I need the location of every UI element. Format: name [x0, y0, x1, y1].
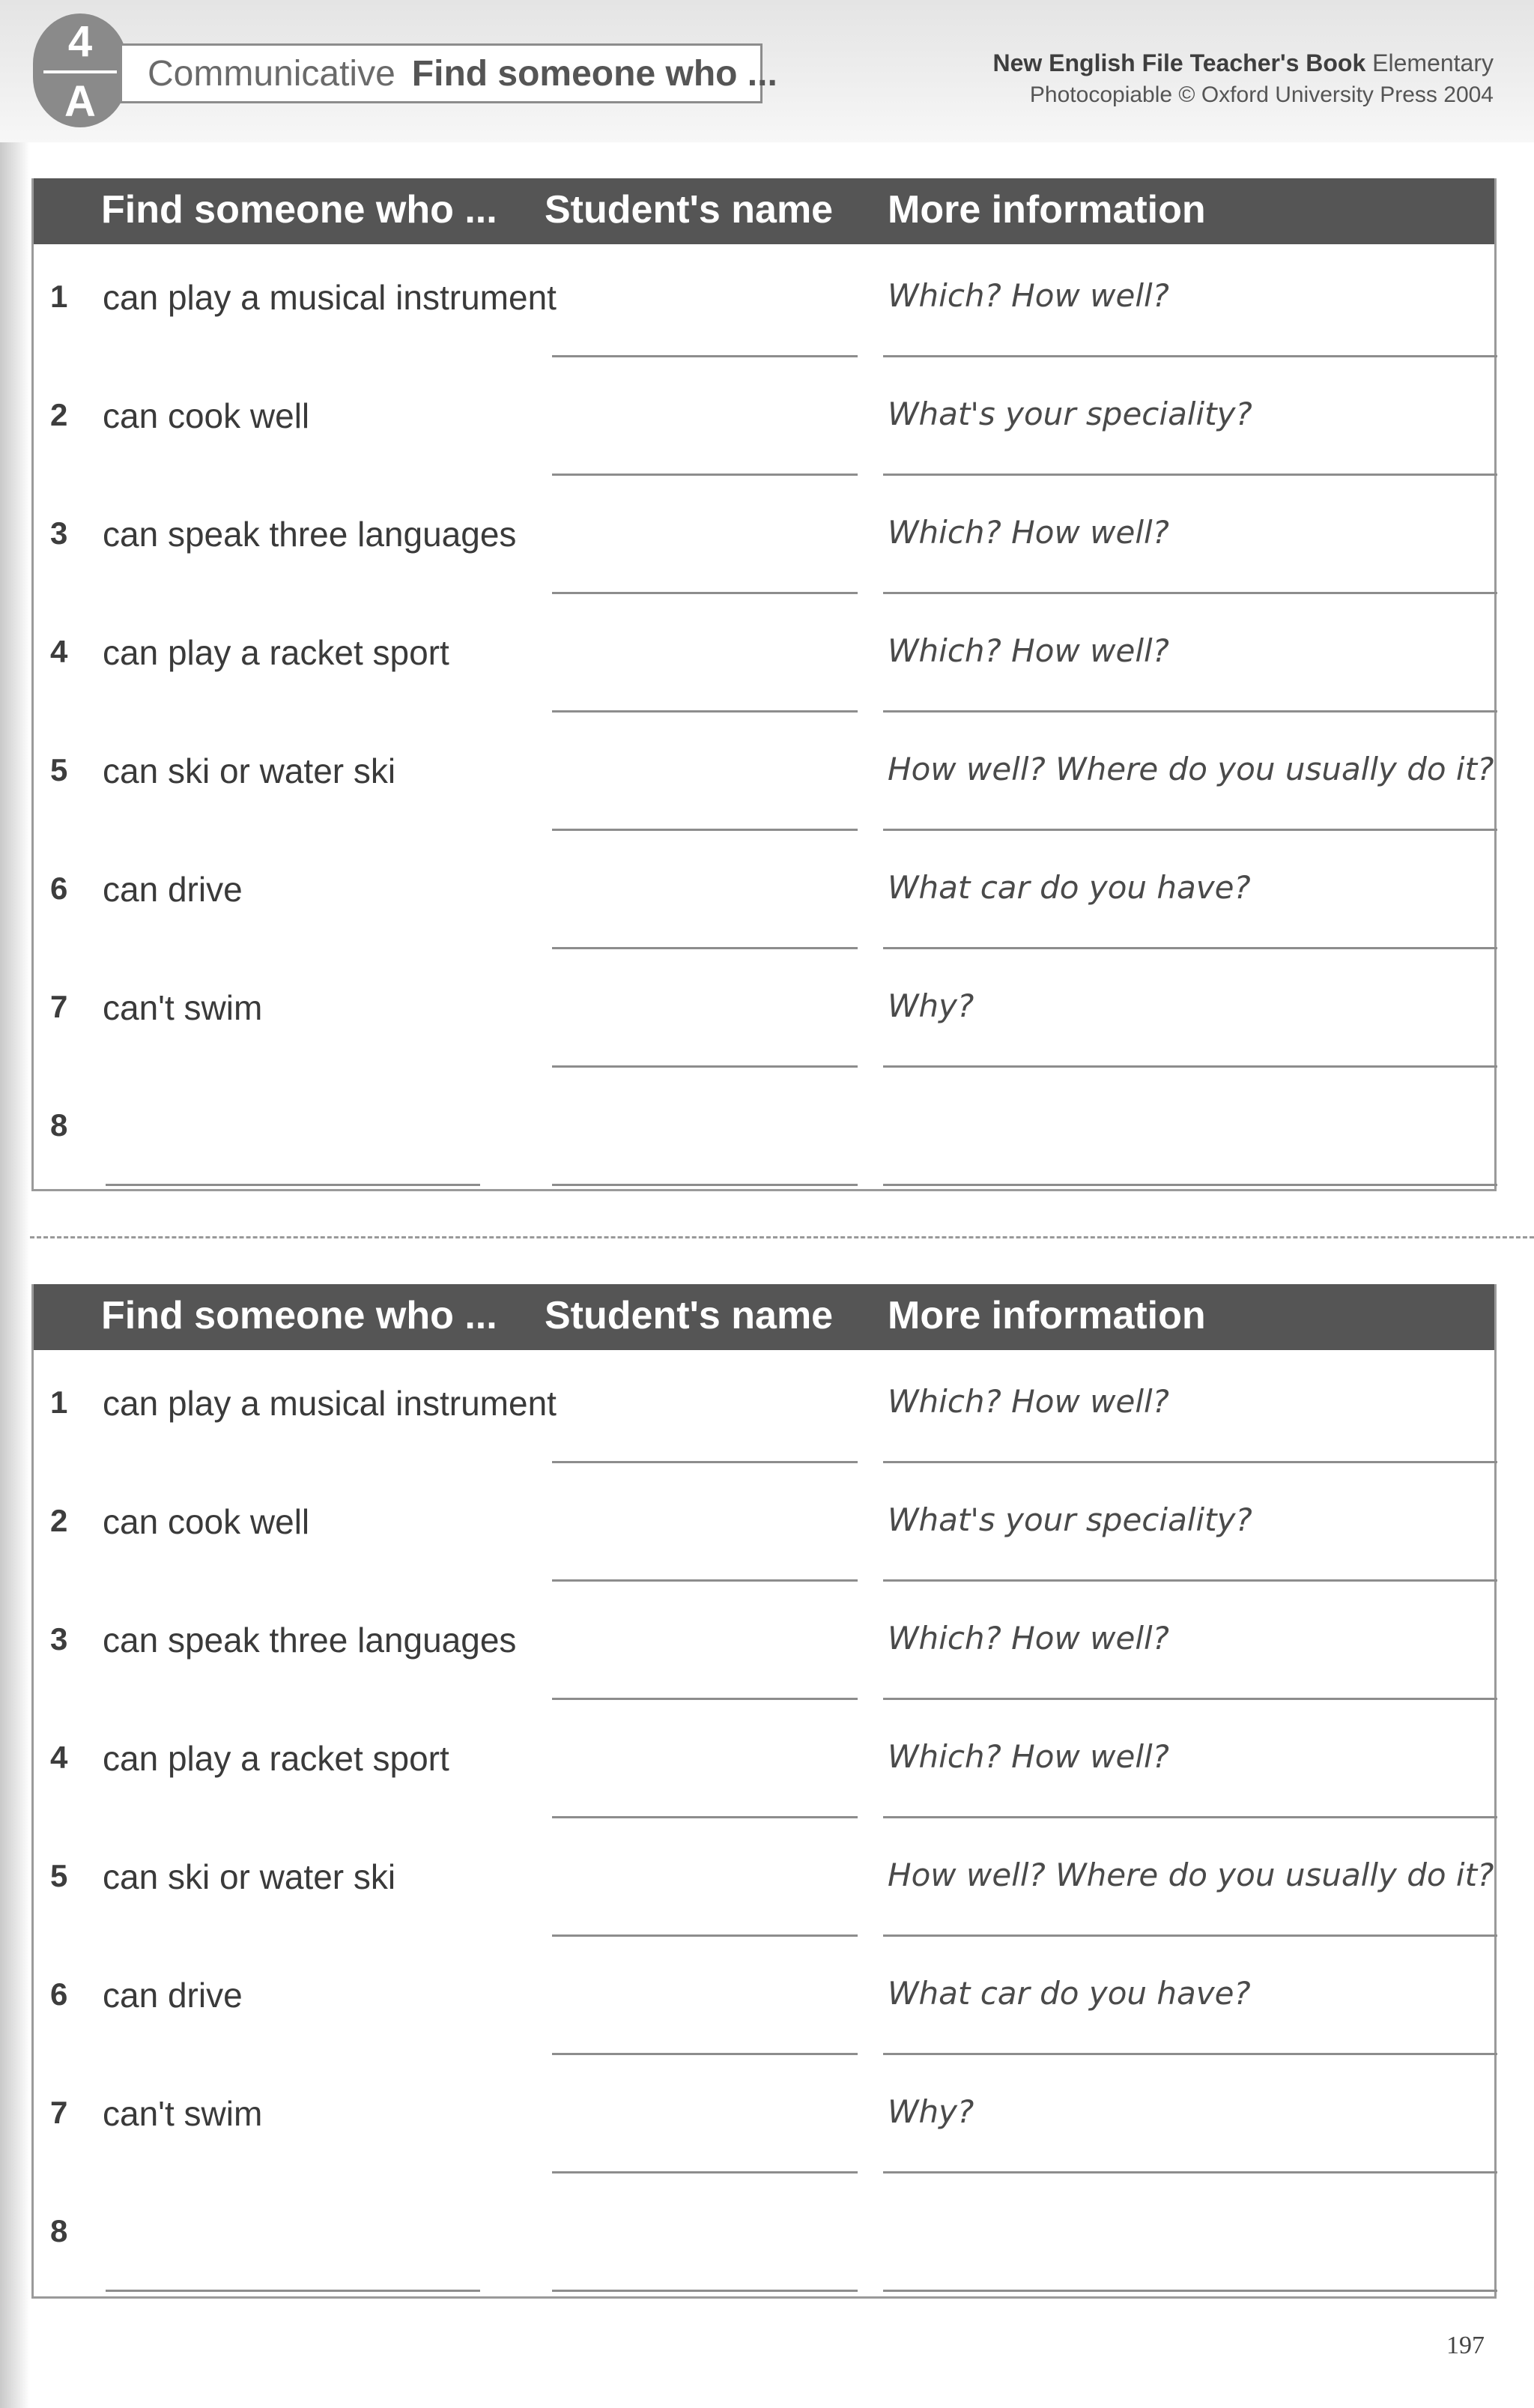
- task-text: can play a musical instrument: [103, 1384, 557, 1423]
- task-text: can play a musical instrument: [103, 278, 557, 317]
- more-info-write-line[interactable]: [883, 1065, 1497, 1068]
- more-info-write-line[interactable]: [883, 1579, 1497, 1582]
- student-name-write-line[interactable]: [552, 1816, 858, 1818]
- more-info-prompt: How well? Where do you usually do it?: [888, 1857, 1494, 1893]
- more-info-prompt: How well? Where do you usually do it?: [888, 751, 1494, 787]
- row-number: 8: [50, 1107, 68, 1143]
- page-number: 197: [1446, 2332, 1485, 2359]
- row-number: 6: [50, 871, 68, 906]
- column-header-student-name: Student's name: [545, 1294, 834, 1337]
- row-number: 6: [50, 1976, 68, 2012]
- task-text: can speak three languages: [103, 1621, 517, 1660]
- more-info-prompt: Which? How well?: [888, 1383, 1169, 1420]
- more-info-write-line[interactable]: [883, 1461, 1497, 1463]
- task-text: can't swim: [103, 988, 263, 1027]
- more-info-prompt: Which? How well?: [888, 1620, 1169, 1657]
- activity-title: Find someone who ...: [411, 53, 777, 94]
- more-info-write-line[interactable]: [883, 1934, 1497, 1937]
- table-row: [34, 718, 1494, 836]
- table-row: [34, 599, 1494, 718]
- row-number: 5: [50, 1858, 68, 1893]
- more-info-write-line[interactable]: [883, 355, 1497, 357]
- unit-badge: [33, 13, 127, 127]
- student-name-write-line[interactable]: [552, 1065, 858, 1068]
- more-info-prompt: What's your speciality?: [888, 1501, 1252, 1538]
- task-text: can cook well: [103, 396, 310, 435]
- table-header: [34, 178, 1494, 244]
- more-info-write-line[interactable]: [883, 2290, 1497, 2292]
- task-text: can't swim: [103, 2094, 263, 2133]
- row-number: 5: [50, 752, 68, 787]
- more-info-prompt: What car do you have?: [888, 1975, 1251, 2012]
- more-info-write-line[interactable]: [883, 829, 1497, 831]
- row-number: 3: [50, 515, 68, 551]
- badge-divider: [43, 70, 117, 73]
- student-name-write-line[interactable]: [552, 710, 858, 713]
- cut-here-dashed-line: [30, 1236, 1534, 1238]
- task-text: can ski or water ski: [103, 751, 396, 790]
- table-row: [34, 2179, 1494, 2297]
- table-row: [34, 244, 1494, 363]
- student-name-write-line[interactable]: [552, 947, 858, 949]
- task-text: can play a racket sport: [103, 633, 449, 672]
- more-info-write-line[interactable]: [883, 947, 1497, 949]
- student-name-write-line[interactable]: [552, 592, 858, 594]
- row-number: 1: [50, 279, 68, 314]
- student-name-write-line[interactable]: [552, 1698, 858, 1700]
- row-number: 7: [50, 2095, 68, 2130]
- task-write-line[interactable]: [106, 1184, 480, 1186]
- task-text: can ski or water ski: [103, 1857, 396, 1896]
- row-number: 2: [50, 1503, 68, 1538]
- table-row: [34, 1468, 1494, 1587]
- student-name-write-line[interactable]: [552, 1461, 858, 1463]
- more-info-prompt: What car do you have?: [888, 869, 1251, 906]
- column-header-more-information: More information: [888, 188, 1206, 232]
- student-name-write-line[interactable]: [552, 1934, 858, 1937]
- activity-title-box: [120, 43, 777, 103]
- student-name-write-line[interactable]: [552, 1184, 858, 1186]
- row-number: 7: [50, 989, 68, 1024]
- more-info-prompt: Why?: [888, 2093, 974, 2130]
- column-header-more-information: More information: [888, 1294, 1206, 1337]
- unit-number: 4: [67, 17, 93, 66]
- table-header: [34, 1284, 1494, 1350]
- more-info-write-line[interactable]: [883, 1816, 1497, 1818]
- table-row: [34, 1073, 1494, 1191]
- table-row: [34, 1587, 1494, 1705]
- task-text: can drive: [103, 870, 243, 909]
- row-number: 3: [50, 1621, 68, 1657]
- column-header-student-name: Student's name: [545, 188, 834, 232]
- table-row: [34, 1705, 1494, 1824]
- more-info-write-line[interactable]: [883, 1184, 1497, 1186]
- student-name-write-line[interactable]: [552, 474, 858, 476]
- task-text: can cook well: [103, 1502, 310, 1541]
- more-info-write-line[interactable]: [883, 592, 1497, 594]
- row-number: 8: [50, 2213, 68, 2248]
- task-write-line[interactable]: [106, 2290, 480, 2292]
- table-row: [34, 1824, 1494, 1942]
- row-number: 2: [50, 397, 68, 432]
- lesson-letter: A: [64, 77, 96, 126]
- student-name-write-line[interactable]: [552, 355, 858, 357]
- student-name-write-line[interactable]: [552, 1579, 858, 1582]
- more-info-prompt: Why?: [888, 987, 974, 1024]
- task-text: can play a racket sport: [103, 1739, 449, 1778]
- more-info-prompt: Which? How well?: [888, 632, 1169, 669]
- section-label: Communicative: [148, 53, 395, 94]
- more-info-write-line[interactable]: [883, 710, 1497, 713]
- more-info-prompt: Which? How well?: [888, 277, 1169, 314]
- more-info-prompt: Which? How well?: [888, 1738, 1169, 1775]
- table-row: [34, 1350, 1494, 1468]
- more-info-write-line[interactable]: [883, 2053, 1497, 2055]
- find-someone-table-bottom: [31, 1284, 1497, 2299]
- row-number: 4: [50, 634, 68, 669]
- task-text: can speak three languages: [103, 515, 517, 554]
- student-name-write-line[interactable]: [552, 829, 858, 831]
- column-header-find-someone: Find someone who ...: [101, 1294, 497, 1337]
- more-info-prompt: What's your speciality?: [888, 396, 1252, 432]
- more-info-prompt: Which? How well?: [888, 514, 1169, 551]
- row-number: 1: [50, 1385, 68, 1420]
- table-row: [34, 2060, 1494, 2179]
- task-text: can drive: [103, 1976, 243, 2015]
- table-row: [34, 955, 1494, 1073]
- book-credit: [992, 46, 1494, 111]
- copyright-notice: Photocopiable © Oxford University Press 2004: [1029, 82, 1494, 107]
- more-info-write-line[interactable]: [883, 2171, 1497, 2173]
- table-row: [34, 363, 1494, 481]
- table-row: [34, 1942, 1494, 2060]
- book-level: Elementary: [1372, 49, 1494, 76]
- student-name-write-line[interactable]: [552, 2171, 858, 2173]
- row-number: 4: [50, 1740, 68, 1775]
- more-info-write-line[interactable]: [883, 474, 1497, 476]
- table-row: [34, 481, 1494, 599]
- student-name-write-line[interactable]: [552, 2053, 858, 2055]
- find-someone-table-top: [31, 178, 1497, 1191]
- book-title: New English File Teacher's Book: [992, 49, 1366, 76]
- column-header-find-someone: Find someone who ...: [101, 188, 497, 232]
- table-row: [34, 836, 1494, 955]
- page-gutter-shadow: [0, 0, 30, 2408]
- student-name-write-line[interactable]: [552, 2290, 858, 2292]
- more-info-write-line[interactable]: [883, 1698, 1497, 1700]
